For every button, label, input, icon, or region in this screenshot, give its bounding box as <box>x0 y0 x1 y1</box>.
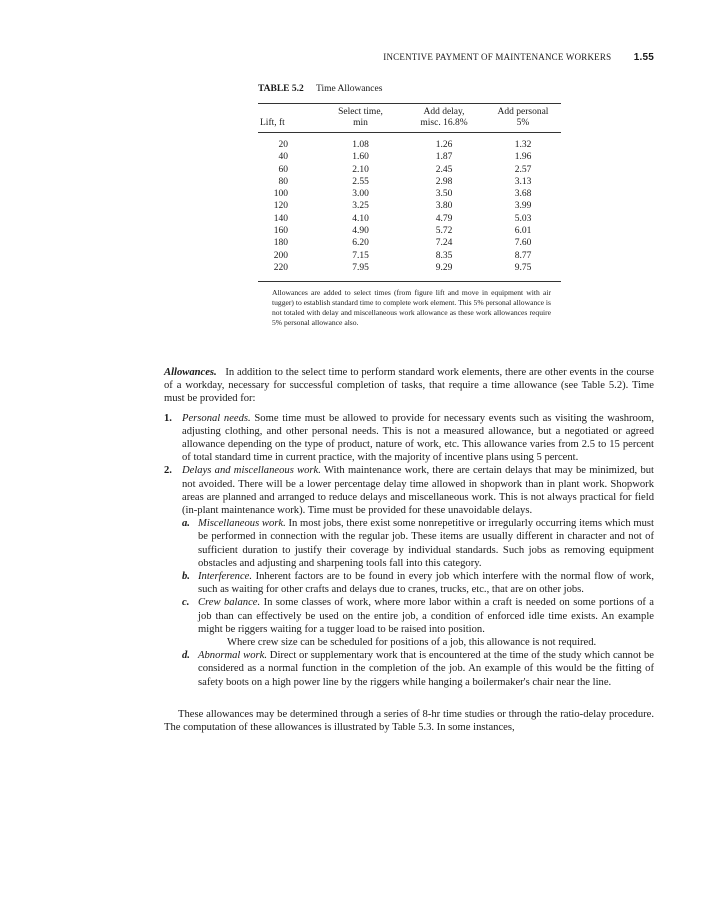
subitem-title: Crew balance. <box>198 597 261 609</box>
cell-lift: 80 <box>278 176 288 187</box>
closing-paragraph: These allowances may be determined through a series of 8-hr time studies or through the ratio-delay procedure. The computation of these allowances is illustrated by Table 5.3. In some instances, <box>164 708 654 734</box>
cell-lift: 40 <box>278 152 288 163</box>
subitem-text: In most jobs, there exist some nonrepetitive or irregularly occurring items which must be performed in connection with the regular job. These items are usually different in character and not of sufficient duration to justify their coverage by individual standards. Such jobs as removing equipment obstacles and adjusting and sharpening tools fall into this category. <box>198 518 654 569</box>
header-lift <box>258 104 318 133</box>
run-in-heading: Allowances. <box>164 367 217 378</box>
cell-add-personal: 1.32 <box>514 140 532 150</box>
cell-lift: 140 <box>273 213 288 224</box>
page-number: 1.55 <box>633 52 654 63</box>
header-text: Add personal 5% <box>497 107 549 128</box>
table-row <box>258 164 561 176</box>
subitem-title: Miscellaneous work. <box>198 518 286 530</box>
cell-add-delay: 1.26 <box>435 140 453 150</box>
header-text: Select time, min <box>338 107 383 128</box>
table-label: TABLE 5.2 <box>258 84 304 94</box>
cell-add-delay: 5.72 <box>435 226 453 237</box>
table-row <box>258 250 561 262</box>
cell-select-time: 3.00 <box>352 189 369 200</box>
time-allowances-table <box>258 103 561 281</box>
header-select-time <box>318 104 403 133</box>
cell-add-delay: 7.24 <box>435 238 453 249</box>
header-add-delay <box>403 104 485 133</box>
table-header-row <box>258 104 561 133</box>
cell-add-personal: 3.13 <box>514 176 532 187</box>
cell-add-personal: 7.60 <box>514 238 532 249</box>
table-body <box>258 133 561 282</box>
table-row <box>258 262 561 281</box>
list-marker: 1. <box>164 412 172 424</box>
cell-select-time: 1.08 <box>352 140 369 150</box>
cell-lift: 20 <box>278 140 288 150</box>
cell-add-personal: 3.68 <box>514 189 532 200</box>
table-row <box>258 237 561 249</box>
cell-select-time: 1.60 <box>352 152 369 163</box>
table-title: Time Allowances <box>315 84 383 94</box>
table-row <box>258 213 561 225</box>
table-row <box>258 133 561 152</box>
table-caption <box>258 84 561 94</box>
list-item <box>164 412 654 465</box>
table-row <box>258 200 561 212</box>
header-add-personal <box>485 104 561 133</box>
cell-select-time: 2.55 <box>352 176 369 187</box>
table-note: Allowances are added to select times (from figure lift and move in equipment with air tugger) to establish standard time to complete work element. This 5% personal allowance is not totaled with delay and miscellaneous work allowance as these work allowances require 5% personal allowance also. <box>272 288 551 328</box>
cell-add-delay: 2.45 <box>435 164 453 175</box>
subitem-text: In some classes of work, where more labor within a craft is needed on some portions of a job than can effectively be used on the entire job, a condition of enforced idle time exists. An example might be riggers waiting for a tugger load to be raised into position. <box>198 597 655 635</box>
cell-add-delay: 2.98 <box>435 176 453 187</box>
subitem-continuation: Where crew size can be scheduled for positions of a job, this allowance is not required. <box>227 637 597 649</box>
cell-lift: 200 <box>273 250 288 261</box>
table-5-2 <box>258 84 561 328</box>
delay-sublist <box>182 517 654 689</box>
cell-add-personal: 2.57 <box>514 164 532 175</box>
cell-lift: 160 <box>273 226 288 237</box>
subitem-title: Interference. <box>198 571 253 583</box>
item-text: Some time must be allowed to provide for necessary events such as visiting the washroom, adjusting clothing, and other personal needs. This is not a measured allowance, but a negotiated or agreed allowance depending on the type of product, nature of work, etc. This allowance varies from 2.5 to 15 percent of total standard time in current practice, with the majority of incentive plans using 5 percent. <box>182 412 655 464</box>
subitem-text: Direct or supplementary work that is encountered at the time of the study which cannot be considered as a normal function in the completion of the job. An example of this would be the fitting of safety boots on a high power line by the riggers while hanging a boilermaker's chair near the line. <box>198 650 655 688</box>
cell-add-personal: 8.77 <box>514 250 532 261</box>
cell-add-personal: 1.96 <box>514 152 532 163</box>
table-row <box>258 188 561 200</box>
cell-select-time: 4.10 <box>352 213 369 224</box>
sublist-marker: a. <box>182 518 190 530</box>
sublist-marker: c. <box>182 597 190 609</box>
cell-lift: 220 <box>273 262 288 273</box>
cell-select-time: 2.10 <box>352 164 369 175</box>
body-text <box>164 366 654 734</box>
header-text: Lift, ft <box>260 118 285 128</box>
subitem-text: Inherent factors are to be found in every job which interfere with the normal flow of work, such as waiting for other crafts and delays due to cranes, trucks, etc., that are on other jobs. <box>198 571 654 596</box>
cell-add-personal: 3.99 <box>514 201 532 212</box>
list-item <box>164 464 654 688</box>
cell-add-delay: 1.87 <box>435 152 453 163</box>
cell-add-personal: 6.01 <box>514 226 532 237</box>
cell-add-personal: 9.75 <box>514 262 532 273</box>
cell-select-time: 7.15 <box>352 250 369 261</box>
cell-lift: 120 <box>273 201 288 212</box>
table-row <box>258 176 561 188</box>
cell-add-personal: 5.03 <box>514 213 532 224</box>
item-text: With maintenance work, there are certain delays that may be minimized, but not avoided. There will be a lower percentage delay time allowed in shopwork than in plant work. Shopwork areas are planned and arranged to reduce delays and miscellaneous work. This is not always practical for field (in-plant maintenance work). Time must be provided for these unavoidable delays. <box>182 465 654 517</box>
list-marker: 2. <box>164 465 172 477</box>
table-row <box>258 225 561 237</box>
sublist-item <box>182 596 654 649</box>
cell-select-time: 7.95 <box>352 262 369 273</box>
allowance-list <box>164 412 654 689</box>
item-title: Delays and miscellaneous work. <box>182 465 321 477</box>
sublist-item <box>182 517 654 570</box>
header-text: Add delay, misc. 16.8% <box>420 107 468 128</box>
running-head <box>164 52 654 63</box>
sublist-item <box>182 570 654 596</box>
cell-select-time: 4.90 <box>352 226 369 237</box>
cell-select-time: 3.25 <box>352 201 369 212</box>
cell-select-time: 6.20 <box>352 238 369 249</box>
cell-lift: 180 <box>273 238 288 249</box>
cell-add-delay: 4.79 <box>435 213 453 224</box>
item-title: Personal needs. <box>182 412 251 424</box>
table-row <box>258 151 561 163</box>
cell-add-delay: 8.35 <box>435 250 453 261</box>
sublist-marker: b. <box>182 571 190 583</box>
intro-text: In addition to the select time to perform standard work elements, there are other events in the course of a workday, necessary for successful completion of tasks, that require a time allowance (see Table 5.2). Time must be provided for: <box>164 367 654 405</box>
cell-add-delay: 3.50 <box>435 189 453 200</box>
running-head-title: INCENTIVE PAYMENT OF MAINTENANCE WORKERS <box>383 52 612 62</box>
subitem-title: Abnormal work. <box>198 650 267 662</box>
intro-paragraph <box>164 366 654 406</box>
cell-add-delay: 9.29 <box>435 262 453 273</box>
sublist-item <box>182 649 654 689</box>
cell-lift: 60 <box>278 164 288 175</box>
cell-add-delay: 3.80 <box>435 201 453 212</box>
sublist-marker: d. <box>182 650 190 662</box>
cell-lift: 100 <box>273 189 288 200</box>
